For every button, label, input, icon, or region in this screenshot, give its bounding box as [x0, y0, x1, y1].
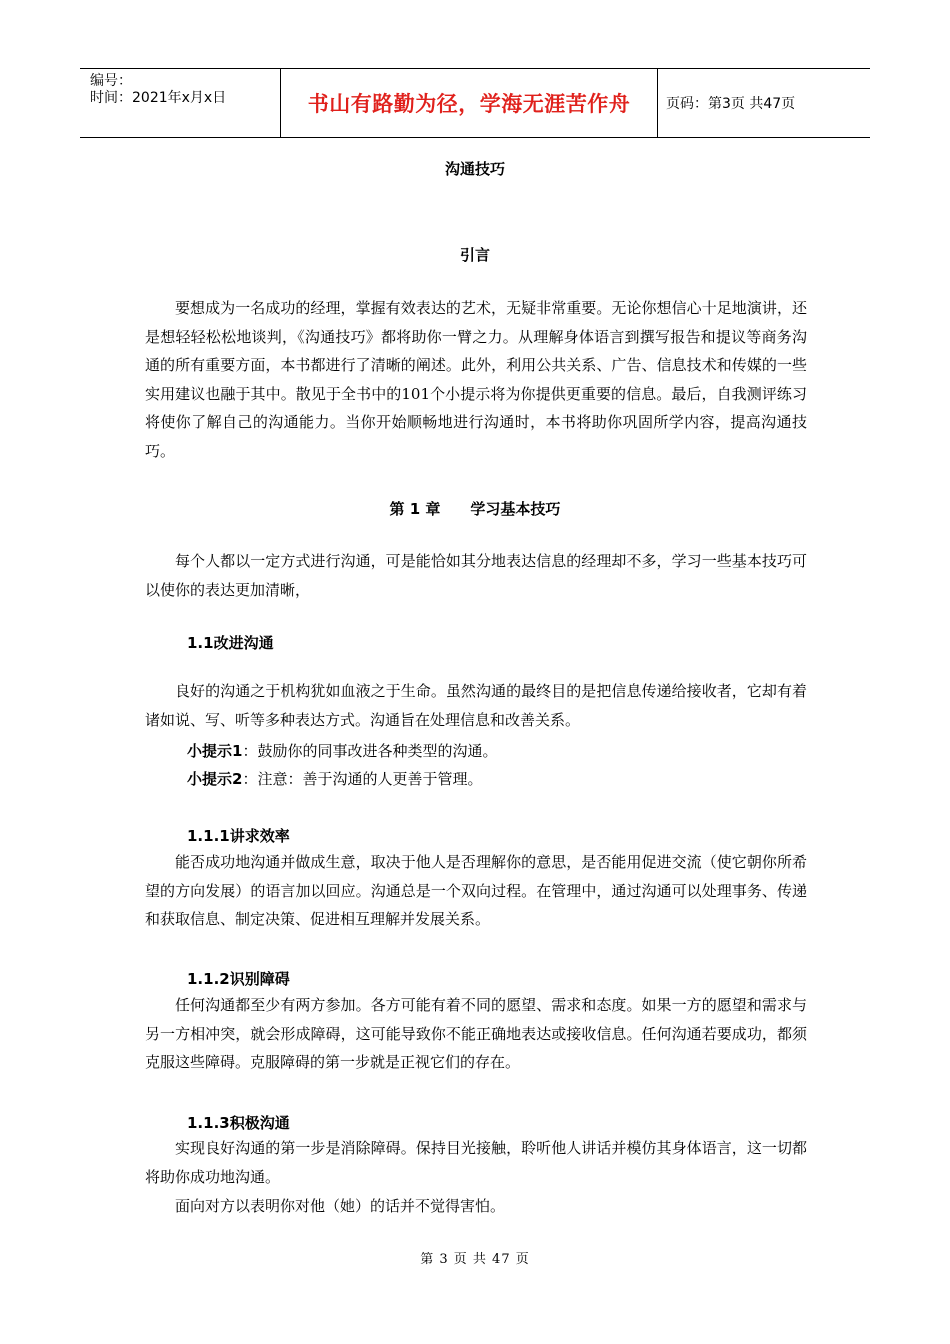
- section-1-1-paragraph: 良好的沟通之于机构犹如血液之于生命。虽然沟通的最终目的是把信息传递给接收者，它却有着诸如说、写、听等多种表达方式。沟通旨在处理信息和改善关系。: [145, 682, 807, 729]
- page-code: 页码：第3页 共47页: [666, 96, 796, 112]
- number-label: 编号：: [90, 73, 132, 89]
- document-title: 沟通技巧: [444, 160, 505, 178]
- chapter1-paragraph: 每个人都以一定方式进行沟通，可是能恰如其分地表达信息的经理却不多，学习一些基本技巧可以使你的表达更加清晰，: [145, 552, 807, 599]
- header-motto-cell: [281, 69, 658, 137]
- page-footer: 第 3 页 共 47 页: [420, 1252, 530, 1267]
- tip-1-text: ：鼓励你的同事改进各种类型的沟通。: [242, 742, 498, 760]
- intro-heading: 引言: [459, 246, 490, 264]
- time-label: 时间：2021年x月x日: [90, 90, 227, 106]
- chapter1-heading: 第 1 章 学习基本技巧: [389, 500, 561, 518]
- tip-1: [187, 740, 497, 761]
- section-1-1-2-paragraph: 任何沟通都至少有两方参加。各方可能有着不同的愿望、需求和态度。如果一方的愿望和需求与另一方相冲突，就会形成障碍，这可能导致你不能正确地表达或接收信息。任何沟通若要成功，都须克服这些障碍。克服障碍的第一步就是正视它们的存在。: [145, 996, 807, 1071]
- section-1-1-3-heading: 1.1.3积极沟通: [187, 1114, 290, 1132]
- tip-2-label: 小提示2: [187, 770, 243, 788]
- section-1-1-1-paragraph: 能否成功地沟通并做成生意，取决于他人是否理解你的意思，是否能用促进交流（使它朝你所希望的方向发展）的语言加以回应。沟通总是一个双向过程。在管理中，通过沟通可以处理事务、传递和获取信息、制定决策、促进相互理解并发展关系。: [145, 853, 807, 928]
- tip-2: [187, 768, 482, 789]
- page-header: [80, 68, 870, 138]
- section-1-1-3-paragraph: 实现良好沟通的第一步是消除障碍。保持目光接触，聆听他人讲话并模仿其身体语言，这一切都将助你成功地沟通。: [145, 1139, 807, 1186]
- section-1-1-heading: 1.1改进沟通: [187, 634, 274, 652]
- motto: 书山有路勤为径，学海无涯苦作舟: [307, 92, 631, 116]
- intro-paragraph: 要想成为一名成功的经理，掌握有效表达的艺术，无疑非常重要。无论你想信心十足地演讲，还是想轻轻松松地谈判，《沟通技巧》都将助你一臂之力。从理解身体语言到撰写报告和提议等商务沟通的所有重要方面，本书都进行了清晰的阐述。此外，利用公共关系、广告、信息技术和传媒的一些实用建议也融于其中。散见于全书中的101个小提示将为你提供更重要的信息。最后，自我测评练习将使你了解自己的沟通能力。当你开始顺畅地进行沟通时，本书将助你巩固所学内容，提高沟通技巧。: [145, 299, 807, 460]
- section-1-1-2-heading: 1.1.2识别障碍: [187, 970, 290, 988]
- header-meta: [80, 69, 281, 137]
- tip-2-text: ：注意：善于沟通的人更善于管理。: [242, 770, 483, 788]
- tip-1-label: 小提示1: [187, 742, 243, 760]
- section-1-1-3-paragraph-2: 面向对方以表明你对他（她）的话并不觉得害怕。: [175, 1197, 506, 1215]
- section-1-1-1-heading: 1.1.1讲求效率: [187, 827, 290, 845]
